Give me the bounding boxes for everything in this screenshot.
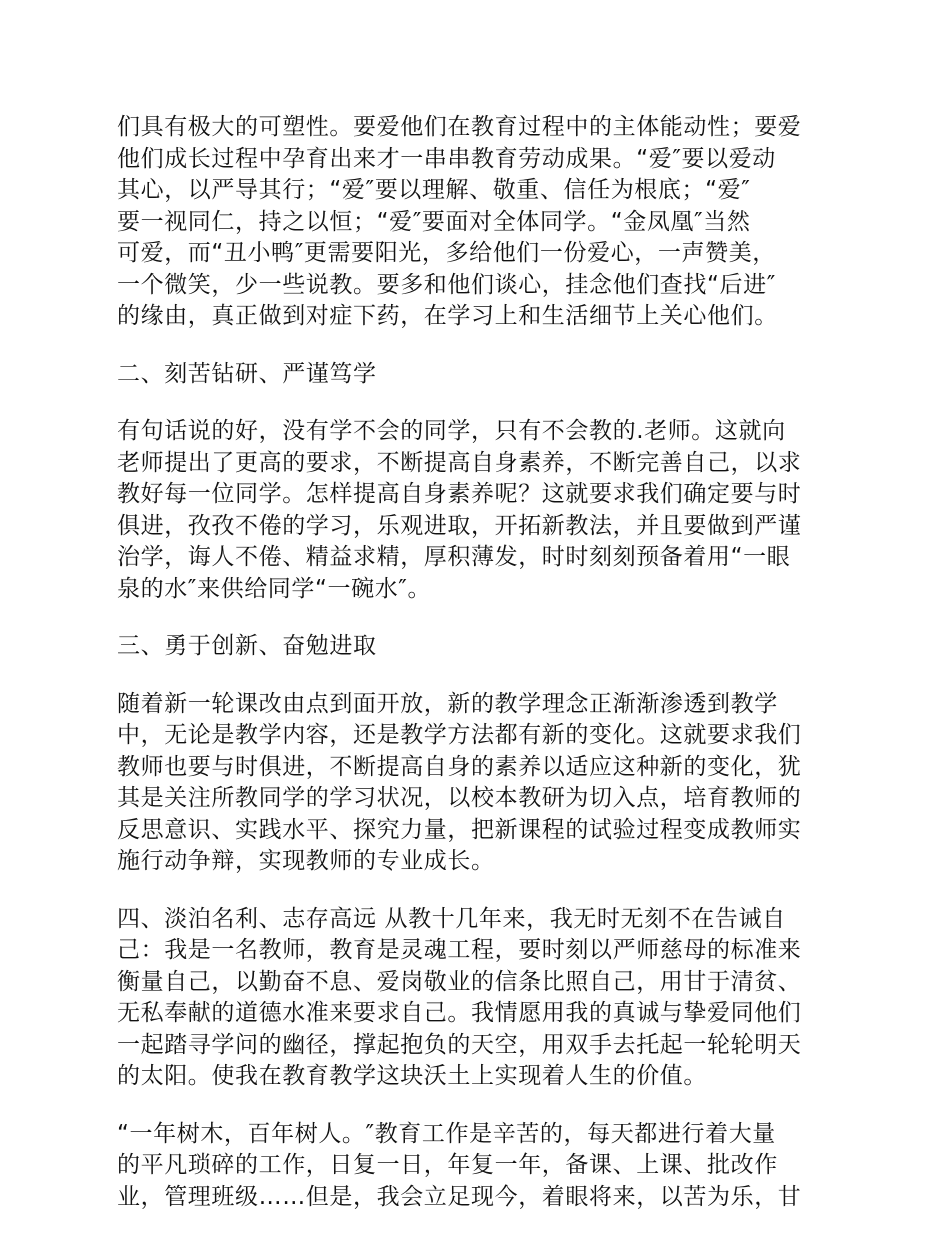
text-line: 治学，诲人不倦、精益求精，厚积薄发，时时刻刻预备着用“一眼 <box>117 544 791 570</box>
text-line: 施行动争辩，实现教师的专业成长。 <box>117 848 495 874</box>
text-line: 的缘由，真正做到对症下药，在学习上和生活细节上关心他们。 <box>117 303 778 329</box>
text-line: 其心，以严导其行；“爱″要以理解、敬重、信任为根底；“爱″ <box>117 177 751 203</box>
text-line: 随着新一轮课改由点到面开放，新的教学理念正渐渐渗透到教学 <box>117 690 778 717</box>
text-line: 教好每一位同学。怎样提高自身素养呢？这就要求我们确定要与时 <box>117 481 802 507</box>
text-line: 反思意识、实践水平、探究力量，把新课程的试验过程变成教师实 <box>117 816 802 843</box>
text-line: 他们成长过程中孕育出来才一串串教育劳动成果。“爱″要以爱动 <box>117 145 776 172</box>
text-line: 有句话说的好，没有学不会的同学，只有不会教的.老师。这就向 <box>117 418 786 444</box>
text-line: 己：我是一名教师，教育是灵魂工程，要时刻以严师慈母的标准来 <box>117 937 802 963</box>
text-line: 的平凡琐碎的工作，日复一日，年复一年，备课、上课、批改作 <box>117 1152 778 1178</box>
section-heading-three <box>117 631 837 663</box>
text-line: 无私奉献的道德水准来要求自己。我情愿用我的真诚与挚爱同他们 <box>117 1000 802 1026</box>
paragraph-closing <box>117 1119 837 1214</box>
text-line: 一个微笑，少一些说教。要多和他们谈心，挂念他们查找“后进″ <box>117 271 776 298</box>
text-line: 四、淡泊名利、志存高远 从教十几年来，我无时无刻不在告诫自 <box>117 905 786 932</box>
text-line: 教师也要与时俱进，不断提高自身的素养以适应这种新的变化，犹 <box>117 753 802 780</box>
text-line: 要一视同仁，持之以恒；“爱″要面对全体同学。“金凤凰″当然 <box>117 208 751 235</box>
paragraph-section-four <box>117 904 837 1093</box>
paragraph-study <box>117 416 837 605</box>
heading-text: 三、勇于创新、奋勉进取 <box>117 633 377 659</box>
heading-text: 二、刻苦钻研、严谨笃学 <box>117 360 377 387</box>
text-line: 的太阳。使我在教育教学这块沃土上实现着人生的价值。 <box>117 1063 707 1089</box>
text-line: “一年树木，百年树人。″教育工作是辛苦的，每天都进行着大量 <box>117 1120 776 1147</box>
text-line: 泉的水″来供给同学“一碗水″。 <box>117 575 432 602</box>
text-line: 其是关注所教同学的学习状况，以校本教研为切入点，培育教师的 <box>117 785 802 811</box>
text-line: 们具有极大的可塑性。要爱他们在教育过程中的主体能动性；要爱 <box>117 114 802 140</box>
section-heading-two <box>117 359 837 391</box>
text-line: 可爱，而“丑小鸭″更需要阳光，多给他们一份爱心，一声赞美， <box>117 240 776 266</box>
text-line: 中，无论是教学内容，还是教学方法都有新的变化。这就要求我们 <box>117 722 802 748</box>
document-body <box>117 112 837 1239</box>
text-line: 俱进，孜孜不倦的学习，乐观进取，开拓新教法，并且要做到严谨 <box>117 512 802 539</box>
paragraph-innovation <box>117 689 837 878</box>
text-line: 老师提出了更高的要求，不断提高自身素养，不断完善自己，以求 <box>117 449 802 476</box>
paragraph-love-students <box>117 112 837 333</box>
text-line: 业，管理班级……但是，我会立足现今，着眼将来，以苦为乐，甘 <box>117 1183 802 1210</box>
text-line: 一起踏寻学问的幽径，撑起抱负的天空，用双手去托起一轮轮明天 <box>117 1031 802 1058</box>
text-line: 衡量自己，以勤奋不息、爱岗敬业的信条比照自己，用甘于清贫、 <box>117 968 802 995</box>
